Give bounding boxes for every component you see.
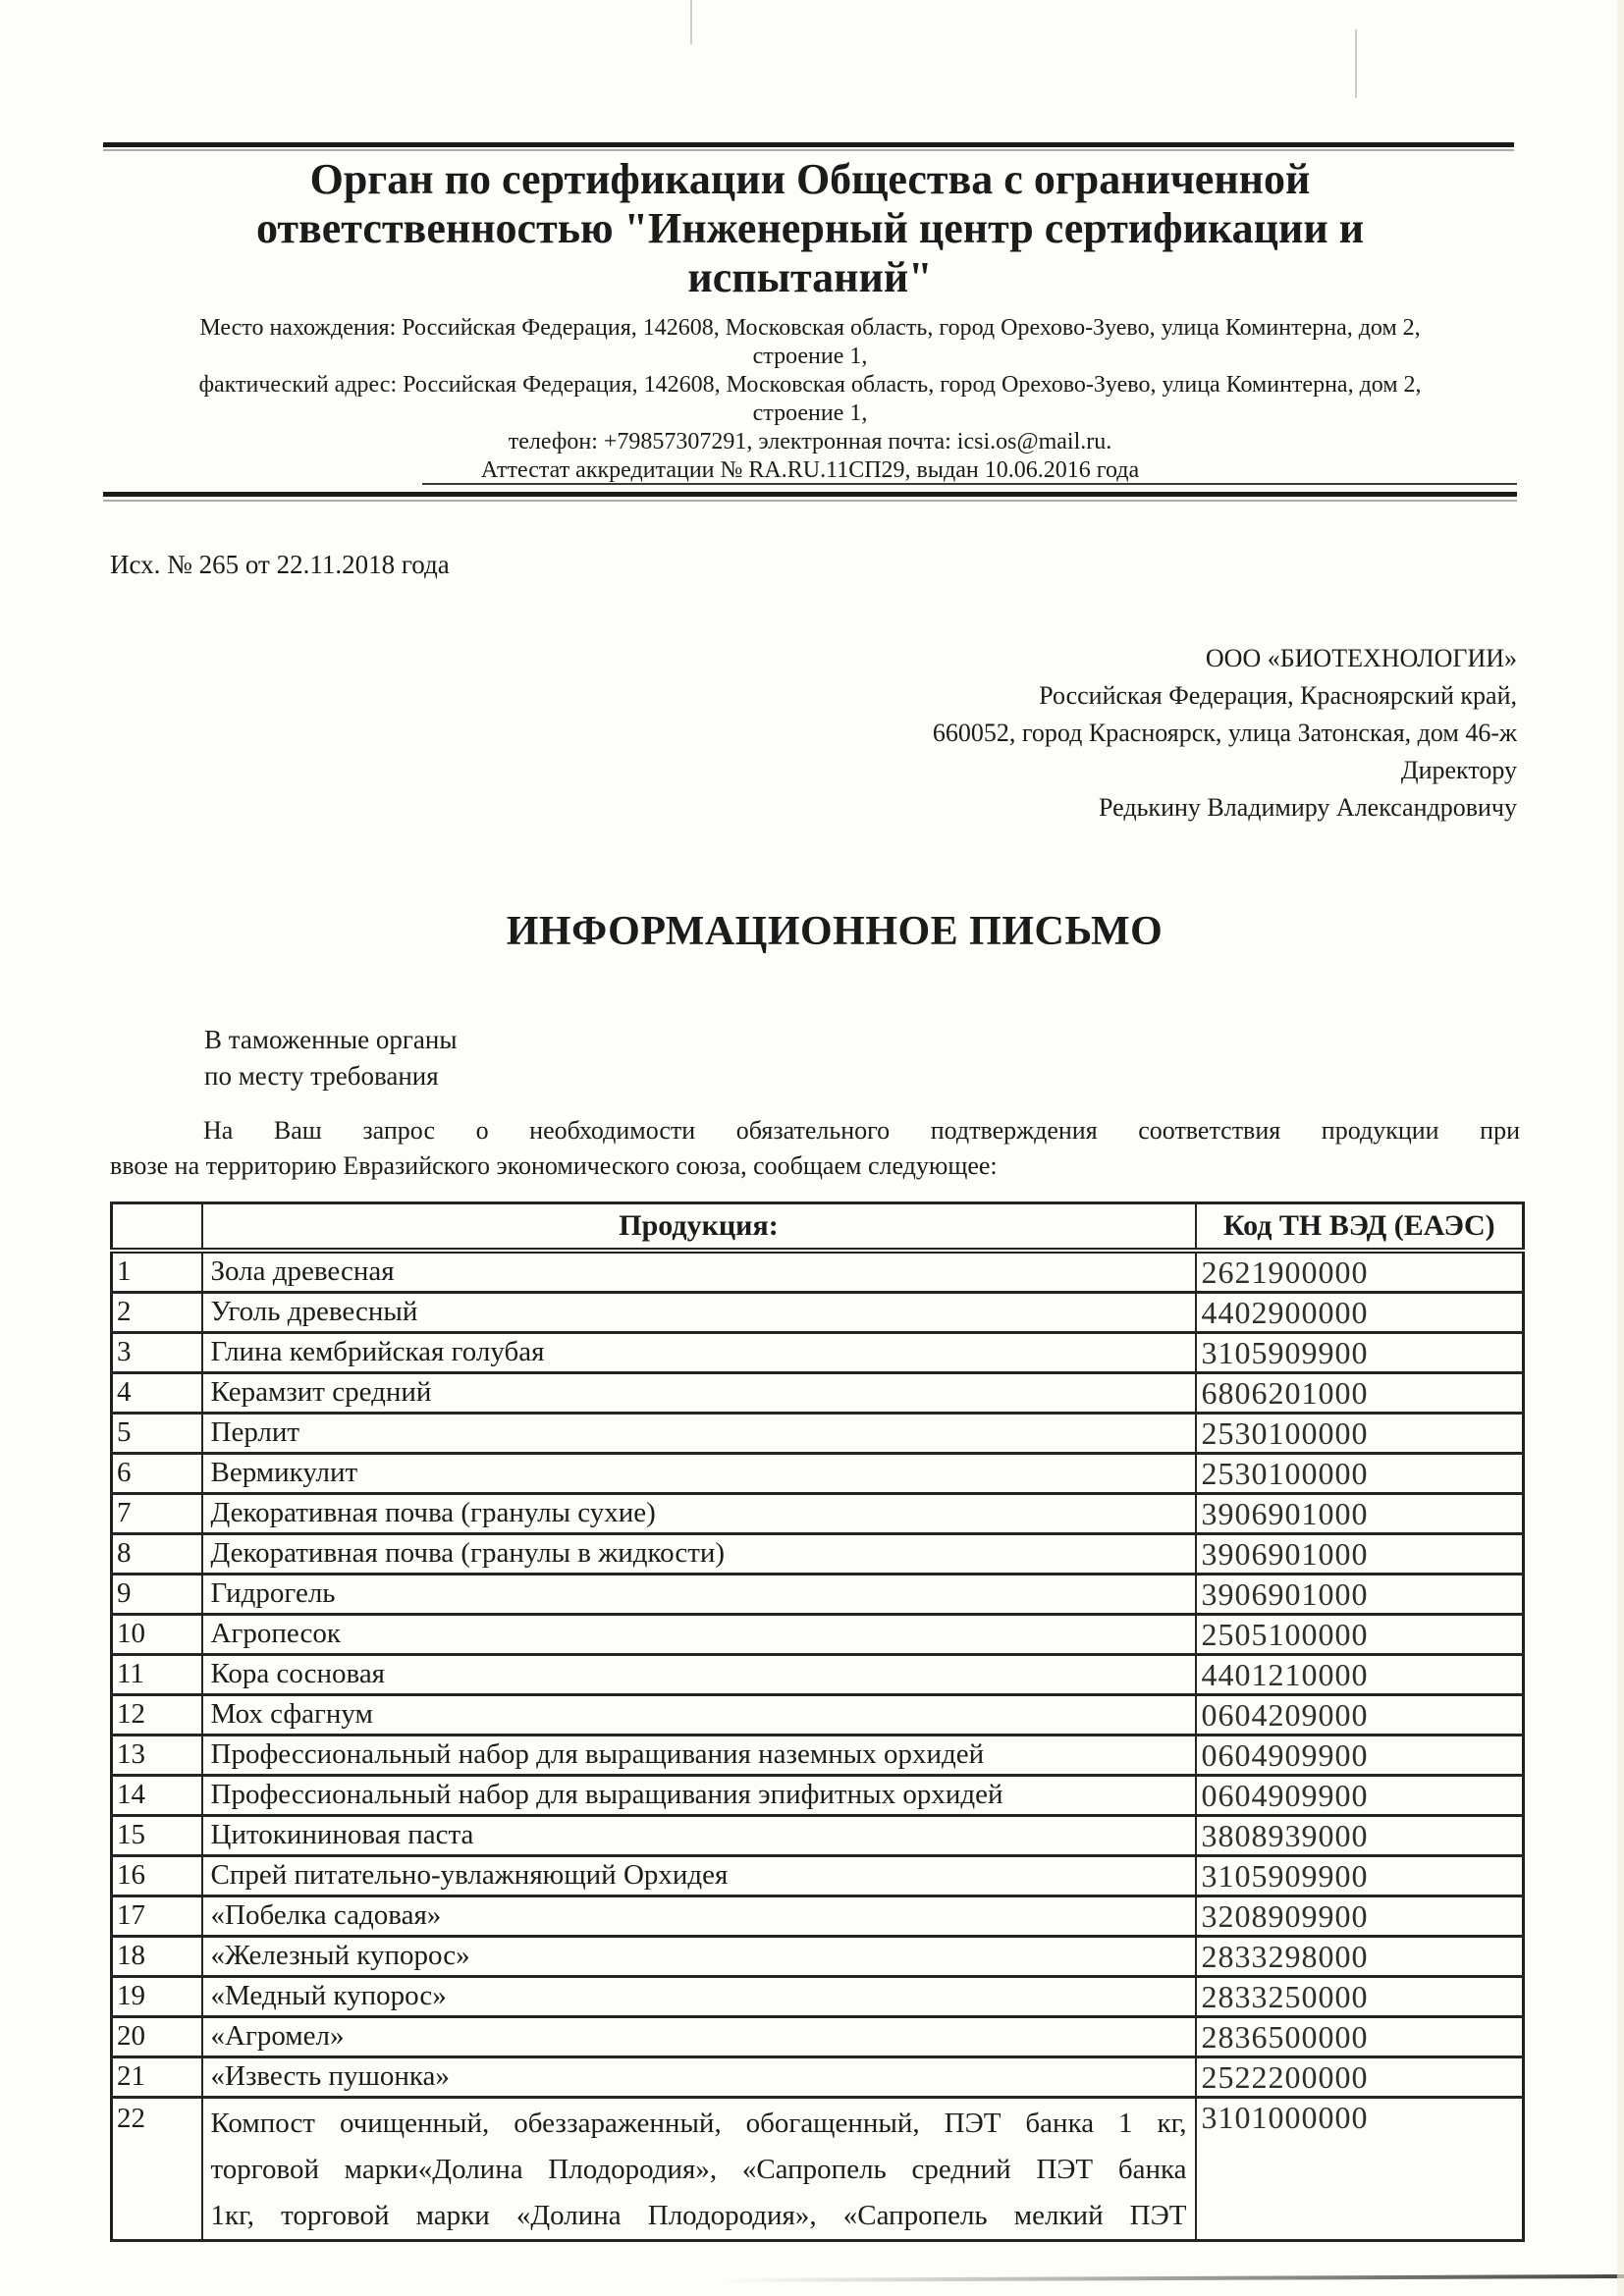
table-row [112, 1332, 1524, 1372]
code-cell: 3906901000 [1196, 1533, 1524, 1574]
table-row [112, 1896, 1524, 1936]
code-cell: 2530100000 [1196, 1453, 1524, 1493]
row-number-cell: 6 [112, 1453, 202, 1493]
header-underline [422, 483, 1517, 485]
product-cell: Вермикулит [202, 1453, 1196, 1493]
table-row [112, 1372, 1524, 1413]
address-line: телефон: +79857307291, электронная почта: icsi.os@mail.ru. [508, 429, 1112, 454]
org-title-line: ответственностью "Инженерный центр сертификации и [255, 204, 1365, 252]
code-cell: 2833298000 [1196, 1936, 1524, 1976]
scan-artifact [1355, 29, 1357, 98]
top-rule [103, 142, 1514, 147]
table-row [112, 1775, 1524, 1815]
product-cell: «Известь пушонка» [202, 2056, 1196, 2097]
product-line: Компост очищенный, обеззараженный, обогащенный, ПЭТ банка 1 кг, [210, 2107, 1187, 2139]
row-number-cell: 4 [112, 1372, 202, 1413]
table-row [112, 1855, 1524, 1896]
recipient-line: Директору [1400, 756, 1517, 784]
code-cell: 3808939000 [1196, 1815, 1524, 1855]
code-cell: 2530100000 [1196, 1413, 1524, 1453]
product-cell: Уголь древесный [202, 1292, 1196, 1332]
row-number-cell: 22 [112, 2097, 202, 2240]
product-cell: Мох сфагнум [202, 1694, 1196, 1735]
table-row [112, 2056, 1524, 2097]
product-cell: «Железный купорос» [202, 1936, 1196, 1976]
product-line: торговой марки«Долина Плодородия», «Сапропель средний ПЭТ банка [210, 2153, 1187, 2185]
table-row [112, 1493, 1524, 1533]
product-cell: Кора сосновая [202, 1654, 1196, 1694]
product-cell: Глина кембрийская голубая [202, 1332, 1196, 1372]
body-line: ввозе на территорию Евразийского экономического союза, сообщаем следующее: [110, 1151, 998, 1180]
row-number-cell: 5 [112, 1413, 202, 1453]
table-row [112, 1694, 1524, 1735]
number-header-cell [112, 1203, 202, 1251]
code-cell: 0604209000 [1196, 1694, 1524, 1735]
row-number-cell: 14 [112, 1775, 202, 1815]
table-row [112, 1533, 1524, 1574]
row-number-cell: 15 [112, 1815, 202, 1855]
product-cell: Профессиональный набор для выращивания наземных орхидей [202, 1735, 1196, 1775]
product-cell: Зола древесная [202, 1251, 1196, 1293]
product-cell [202, 2097, 1196, 2240]
table-row [112, 1654, 1524, 1694]
code-cell: 0604909900 [1196, 1775, 1524, 1815]
product-cell: «Агромел» [202, 2016, 1196, 2056]
product-cell: Гидрогель [202, 1574, 1196, 1614]
address-line: Аттестат аккредитации № RA.RU.11СП29, выдан 10.06.2016 года [480, 457, 1140, 483]
row-number-cell: 11 [112, 1654, 202, 1694]
addressee-note [204, 1022, 458, 1095]
table-header-row [112, 1203, 1524, 1251]
row-number-cell: 10 [112, 1614, 202, 1654]
row-number-cell: 3 [112, 1332, 202, 1372]
code-header-cell: Код ТН ВЭД (ЕАЭС) [1196, 1203, 1524, 1251]
code-cell: 3105909900 [1196, 1855, 1524, 1896]
row-number-cell: 12 [112, 1694, 202, 1735]
row-number-cell: 13 [112, 1735, 202, 1775]
scan-artifact [690, 0, 692, 44]
product-cell: Декоративная почва (гранулы в жидкости) [202, 1533, 1196, 1574]
table-row [112, 2097, 1524, 2240]
code-cell: 3208909900 [1196, 1896, 1524, 1936]
addressee-line: по месту требования [204, 1061, 439, 1091]
table-row [112, 1815, 1524, 1855]
code-cell: 2522200000 [1196, 2056, 1524, 2097]
table-row [112, 1292, 1524, 1332]
address-line: Место нахождения: Российская Федерация, 142608, Московская область, город Орехово-Зуево, улица Коминтерна, дом 2, [199, 315, 1421, 341]
org-title [103, 155, 1517, 302]
code-cell: 2833250000 [1196, 1976, 1524, 2016]
header-rule-echo [103, 500, 1517, 502]
org-title-line: Орган по сертификации Общества с ограниченной [309, 155, 1311, 203]
table-row [112, 1251, 1524, 1293]
product-cell: Агропесок [202, 1614, 1196, 1654]
row-number-cell: 17 [112, 1896, 202, 1936]
top-rule-echo [103, 149, 1514, 151]
addressee-line: В таможенные органы [204, 1025, 458, 1054]
product-cell: Цитокининовая паста [202, 1815, 1196, 1855]
product-cell: Профессиональный набор для выращивания эпифитных орхидей [202, 1775, 1196, 1815]
product-cell: Спрей питательно-увлажняющий Орхидея [202, 1855, 1196, 1896]
product-cell: Керамзит средний [202, 1372, 1196, 1413]
code-cell: 3906901000 [1196, 1493, 1524, 1533]
address-line: фактический адрес: Российская Федерация, 142608, Московская область, город Орехово-Зуево, улица Коминтерна, дом 2, [198, 372, 1422, 398]
product-line: 1кг, торговой марки «Долина Плодородия», «Сапропель мелкий ПЭТ [210, 2199, 1187, 2231]
ref-number: Исх. № 265 от 22.11.2018 года [110, 550, 450, 579]
letter-title: ИНФОРМАЦИОННОЕ ПИСЬМО [506, 909, 1164, 954]
code-cell: 3101000000 [1196, 2097, 1524, 2240]
row-number-cell: 7 [112, 1493, 202, 1533]
code-cell: 2505100000 [1196, 1614, 1524, 1654]
code-cell: 0604909900 [1196, 1735, 1524, 1775]
address-line: строение 1, [752, 344, 868, 369]
table-row [112, 1453, 1524, 1493]
row-number-cell: 20 [112, 2016, 202, 2056]
table-row [112, 1574, 1524, 1614]
product-header-cell: Продукция: [202, 1203, 1196, 1251]
row-number-cell: 2 [112, 1292, 202, 1332]
recipient-line: 660052, город Красноярск, улица Затонская, дом 46-ж [932, 719, 1517, 747]
code-cell: 4401210000 [1196, 1654, 1524, 1694]
code-cell: 3906901000 [1196, 1574, 1524, 1614]
code-cell: 2836500000 [1196, 2016, 1524, 2056]
table-row [112, 1614, 1524, 1654]
code-cell: 4402900000 [1196, 1292, 1524, 1332]
recipient-block [491, 640, 1517, 827]
code-cell: 2621900000 [1196, 1251, 1524, 1293]
header-rule [103, 492, 1517, 497]
recipient-line: Российская Федерация, Красноярский край, [1039, 681, 1517, 710]
org-address-block [103, 314, 1517, 485]
code-cell: 3105909900 [1196, 1332, 1524, 1372]
row-number-cell: 8 [112, 1533, 202, 1574]
row-number-cell: 21 [112, 2056, 202, 2097]
table-row [112, 1735, 1524, 1775]
table-row [112, 2016, 1524, 2056]
row-number-cell: 1 [112, 1251, 202, 1293]
product-cell: «Медный купорос» [202, 1976, 1196, 2016]
org-title-line: испытаний" [687, 253, 933, 301]
address-line: строение 1, [752, 400, 868, 426]
products-table [110, 1201, 1525, 2242]
body-paragraph [110, 1113, 1520, 1184]
recipient-line: Редькину Владимиру Александровичу [1099, 793, 1517, 822]
table-row [112, 1976, 1524, 2016]
row-number-cell: 16 [112, 1855, 202, 1896]
row-number-cell: 9 [112, 1574, 202, 1614]
table-row [112, 1936, 1524, 1976]
recipient-line: ООО «БИОТЕХНОЛОГИИ» [1205, 644, 1517, 672]
row-number-cell: 19 [112, 1976, 202, 2016]
body-line: На Ваш запрос о необходимости обязательного подтверждения соответствия продукции при [203, 1116, 1520, 1145]
row-number-cell: 18 [112, 1936, 202, 1976]
product-cell: «Побелка садовая» [202, 1896, 1196, 1936]
table-row [112, 1413, 1524, 1453]
code-cell: 6806201000 [1196, 1372, 1524, 1413]
scan-edge-strip [1617, 0, 1624, 2296]
scan-edge-line [722, 2274, 1624, 2282]
product-cell: Перлит [202, 1413, 1196, 1453]
product-cell: Декоративная почва (гранулы сухие) [202, 1493, 1196, 1533]
